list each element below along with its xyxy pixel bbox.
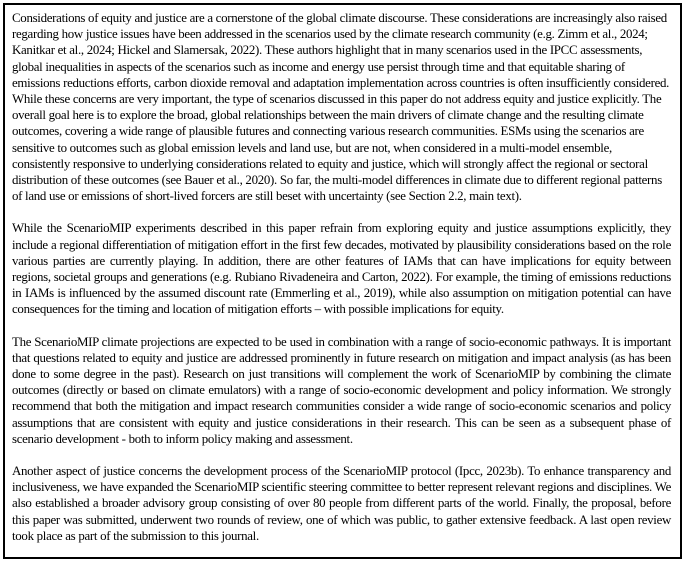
paragraph-development-process: Another aspect of justice concerns the development process of the ScenarioMIP protocol (Ipcc, 2023b). To enhance transparency and inclusiveness, we have expanded the ScenarioMIP scientific steering committee to better represent relevant regions and disciplines. We also established a broader advisory group consisting of over 80 people from different parts of the world. Finally, the proposal, before this paper was submitted, underwent two rounds of review, one of which was public, to gather extensive feedback. A last open review took place as part of the submission to this journal. (12, 464, 671, 543)
paragraph-climate-projections: The ScenarioMIP climate projections are expected to be used in combination with a range of socio-economic pathways. It is important that questions related to equity and justice are addressed prominently in future research on mitigation and impact analysis (as has been done to some degree in the past). Research on just transitions will complement the work of ScenarioMIP by combining the climate outcomes (directly or based on climate emulators) with a range of socio-economic development and policy information. We strongly recommend that both the mitigation and impact research communities consider a wide range of socio-economic scenarios and policy assumptions that are consistent with equity and justice considerations in their research. This can be seen as a subsequent phase of scenario development - both to inform policy making and assessment. (12, 334, 671, 446)
bordered-text-box (3, 3, 682, 559)
paragraph-equity-justice-intro: Considerations of equity and justice are a cornerstone of the global climate discourse. These considerations are increasingly also raised regarding how justice issues have been addressed in the scenarios used by the climate research community (e.g. Zimm et al., 2024; Kanitkar et al., 2024; Hickel and Slamersak, 2022). These authors highlight that in many scenarios used in the IPCC assessments, global inequalities in aspects of the scenarios such as income and energy use persist through time and that equitable sharing of emissions reductions efforts, carbon dioxide removal and adaptation implementation across countries is often insufficiently considered. While these concerns are very important, the type of scenarios discussed in this paper do not address equity and justice explicitly. The overall goal here is to explore the broad, global relationships between the main drivers of climate change and the resulting climate outcomes, covering a wide range of plausible futures and connecting various research communities. ESMs using the scenarios are sensitive to outcomes such as global emission levels and land use, but are not, when considered in a multi-model ensemble, consistently responsive to underlying considerations related to equity and justice, which will strongly affect the regional or sectoral distribution of these outcomes (see Bauer et al., 2020). So far, the multi-model differences in climate due to different regional patterns of land use or emissions of short-lived forcers are still beset with uncertainty (see Section 2.2, main text). (12, 11, 670, 204)
paragraph-scenariomip-experiments: While the ScenarioMIP experiments described in this paper refrain from exploring equity and justice assumptions explicitly, they include a regional differentiation of mitigation effort in the first few decades, motivated by plausibility considerations based on the role various parties are currently playing. In addition, there are other features of IAMs that can have implications for equity between regions, societal groups and generations (e.g. Rubiano Rivadeneira and Carton, 2022). For example, the timing of emissions reductions in IAMs is influenced by the assumed discount rate (Emmerling et al., 2019), while also assumption on mitigation potential can have consequences for the timing and location of mitigation efforts – with possible implications for equity. (12, 221, 671, 317)
